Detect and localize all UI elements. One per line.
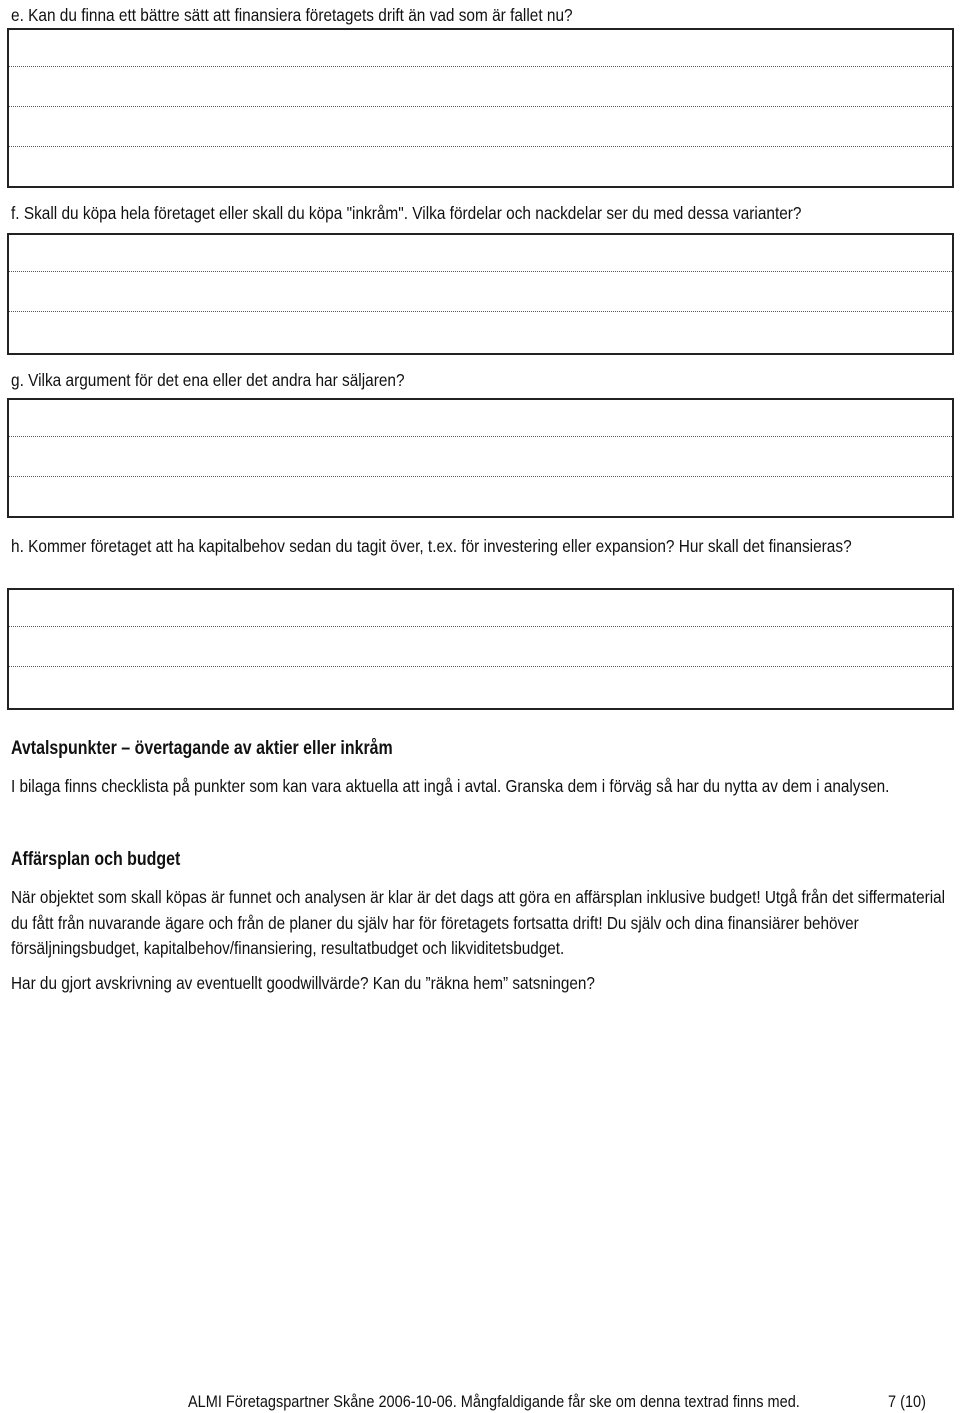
answer-box-e[interactable] — [7, 28, 954, 188]
answer-line — [9, 476, 952, 477]
page-number: 7 (10) — [888, 1393, 926, 1411]
question-h: h. Kommer företaget att ha kapitalbehov sedan du tagit över, t.ex. för investering eller expansion? Hur skall det finansieras? — [11, 536, 852, 556]
answer-line — [9, 311, 952, 312]
answer-line — [9, 666, 952, 667]
paragraph-affarsplan: När objektet som skall köpas är funnet och analysen är klar är det dags att göra en affärsplan inklusive budget! Utgå från det siffermaterial du fått från nuvarande ägare och från de planer du själv har för företagets fortsatta drift! Du själv och dina finansiärer behöver försäljningsbudget, kapitalbehov/finansiering, resultatbudget och likviditetsbudget. — [11, 887, 946, 958]
answer-line — [9, 106, 952, 107]
answer-line — [9, 271, 952, 272]
heading-affarsplan: Affärsplan och budget — [11, 849, 181, 870]
answer-line — [9, 436, 952, 437]
answer-box-f[interactable] — [7, 233, 954, 355]
answer-line — [9, 66, 952, 67]
question-g: g. Vilka argument för det ena eller det andra har säljaren? — [11, 370, 405, 390]
paragraph-goodwill: Har du gjort avskrivning av eventuellt goodwillvärde? Kan du ”räkna hem” satsningen? — [11, 973, 595, 993]
answer-line — [9, 626, 952, 627]
paragraph-avtalspunkter: I bilaga finns checklista på punkter som kan vara aktuella att ingå i avtal. Granska dem i förväg så har du nytta av dem i analysen. — [11, 776, 890, 796]
answer-line — [9, 146, 952, 147]
question-f: f. Skall du köpa hela företaget eller skall du köpa "inkråm". Vilka fördelar och nackdelar ser du med dessa varianter? — [11, 203, 802, 223]
question-e: e. Kan du finna ett bättre sätt att finansiera företagets drift än vad som är fallet nu? — [11, 5, 573, 25]
answer-box-h[interactable] — [7, 588, 954, 710]
heading-avtalspunkter: Avtalspunkter – övertagande av aktier eller inkråm — [11, 738, 393, 759]
answer-box-g[interactable] — [7, 398, 954, 518]
footer-text: ALMI Företagspartner Skåne 2006-10-06. Mångfaldigande får ske om denna textrad finns med. — [188, 1393, 800, 1411]
